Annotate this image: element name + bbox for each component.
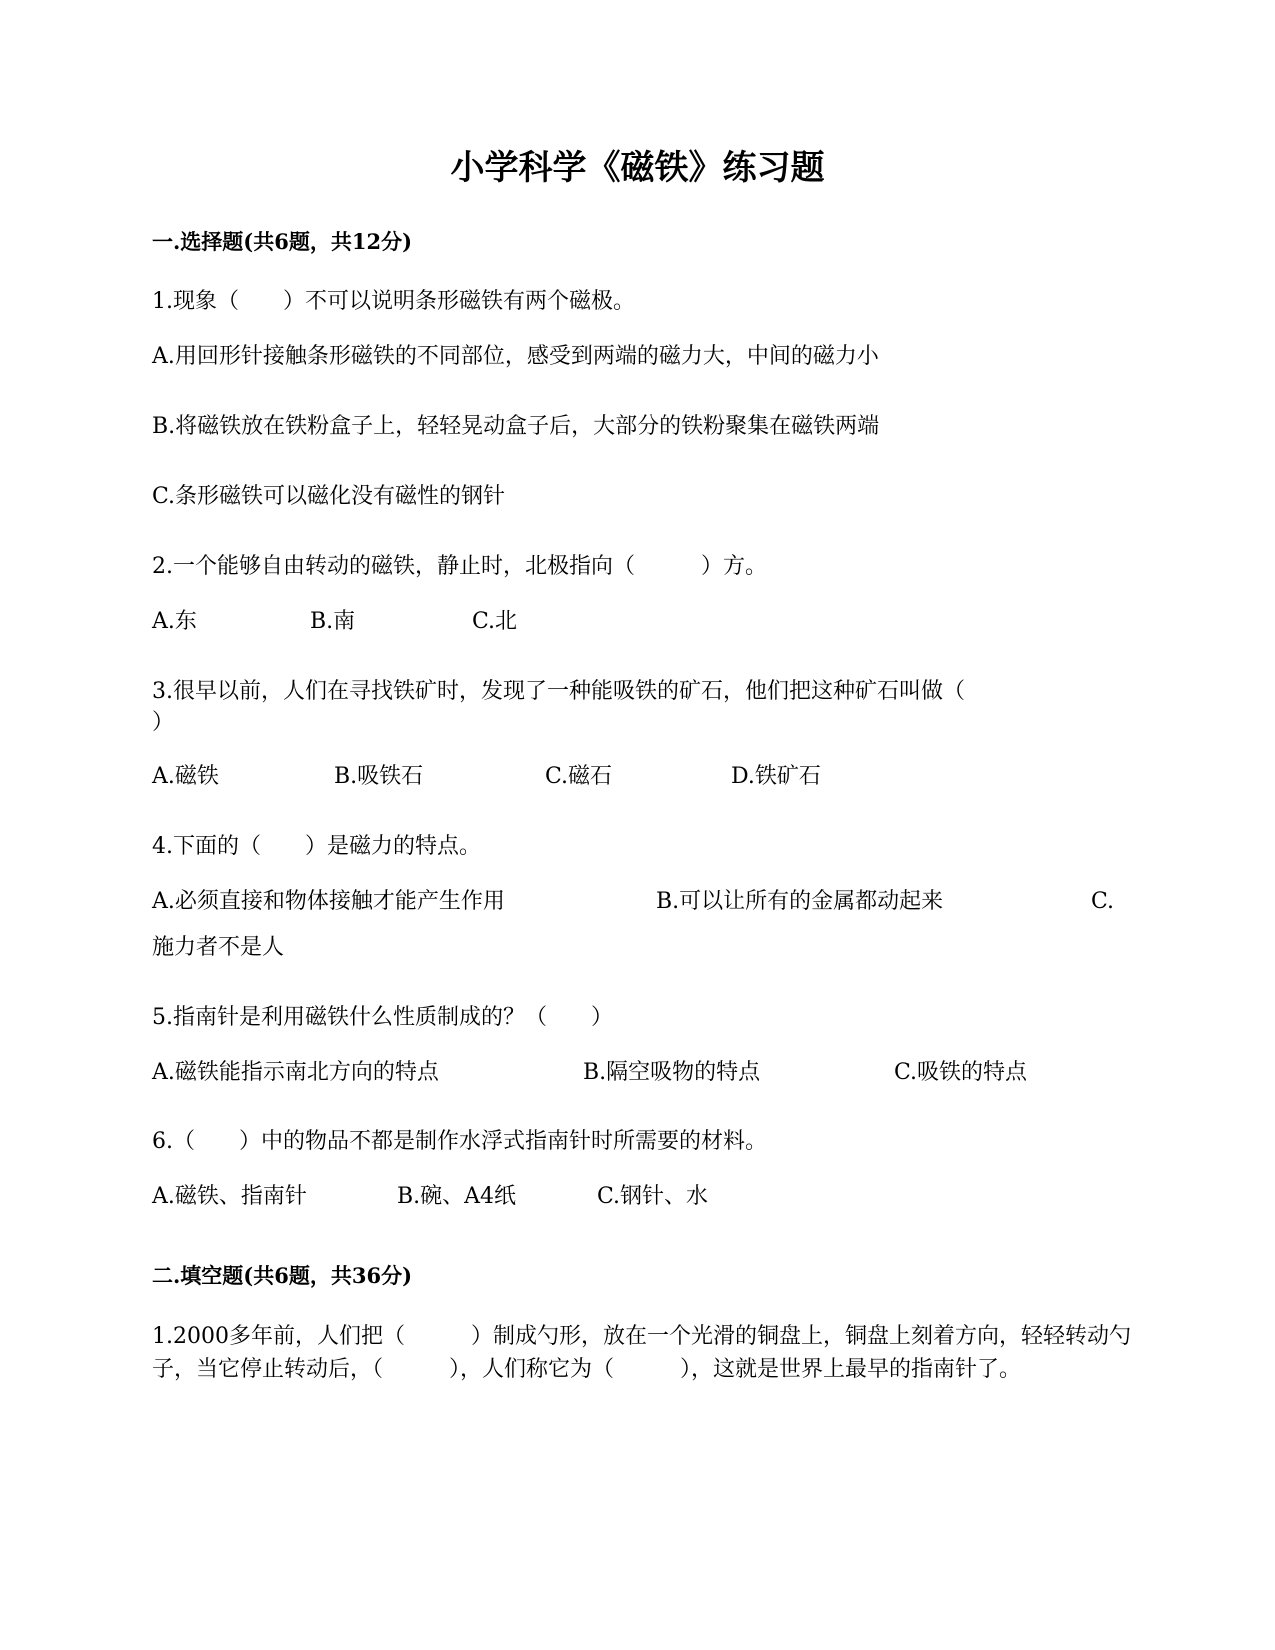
question-5-option-b: B.隔空吸物的特点	[583, 1060, 761, 1085]
question-1-option-b: B.将磁铁放在铁粉盒子上，轻轻晃动盒子后，大部分的铁粉聚集在磁铁两端	[152, 414, 880, 439]
question-5-option-c: C.吸铁的特点	[894, 1060, 1028, 1085]
question-2-option-a: A.东	[152, 609, 197, 634]
question-2-stem: 2.一个能够自由转动的磁铁，静止时，北极指向（ ）方。	[152, 554, 767, 579]
question-6-option-b: B.碗、A4纸	[397, 1184, 517, 1209]
question-3-option-d: D.铁矿石	[731, 764, 821, 789]
question-6-option-c: C.钢针、水	[597, 1184, 709, 1209]
question-3-option-a: A.磁铁	[152, 764, 219, 789]
question-4-option-a: A.必须直接和物体接触才能产生作用	[152, 889, 505, 914]
question-2-option-c: C.北	[472, 609, 518, 634]
fill-question-1: 1.2000多年前，人们把（ ）制成勺形，放在一个光滑的铜盘上，铜盘上刻着方向，轻轻转动勺子，当它停止转动后，（ ），人们称它为（ ），这就是世界上最早的指南针了。	[152, 1324, 1131, 1382]
section-heading-multiple-choice: 一.选择题(共6题，共12分)	[152, 229, 413, 254]
section-heading-fill-in-blank: 二.填空题(共6题，共36分)	[152, 1263, 413, 1288]
question-4-stem: 4.下面的（ ）是磁力的特点。	[152, 834, 481, 859]
question-4-option-c-text: 施力者不是人	[152, 935, 285, 960]
question-4-option-b: B.可以让所有的金属都动起来	[656, 889, 944, 914]
page-title: 小学科学《磁铁》练习题	[450, 148, 825, 188]
question-4-option-c: C.	[1091, 889, 1115, 914]
question-5-option-a: A.磁铁能指示南北方向的特点	[152, 1060, 439, 1085]
question-1-stem: 1.现象（ ）不可以说明条形磁铁有两个磁极。	[152, 289, 635, 314]
question-5-stem: 5.指南针是利用磁铁什么性质制成的？（ ）	[152, 1005, 613, 1030]
question-3-stem: 3.很早以前，人们在寻找铁矿时，发现了一种能吸铁的矿石，他们把这种矿石叫做（	[152, 679, 965, 704]
question-1-option-a: A.用回形针接触条形磁铁的不同部位，感受到两端的磁力大，中间的磁力小	[152, 344, 879, 369]
question-2-option-b: B.南	[310, 609, 356, 634]
question-3-option-c: C.磁石	[545, 764, 613, 789]
question-6-option-a: A.磁铁、指南针	[152, 1184, 307, 1209]
question-1-option-c: C.条形磁铁可以磁化没有磁性的钢针	[152, 484, 506, 509]
question-3-stem-continued: ）	[152, 710, 175, 735]
question-3-option-b: B.吸铁石	[334, 764, 424, 789]
question-6-stem: 6.（ ）中的物品不都是制作水浮式指南针时所需要的材料。	[152, 1129, 767, 1154]
